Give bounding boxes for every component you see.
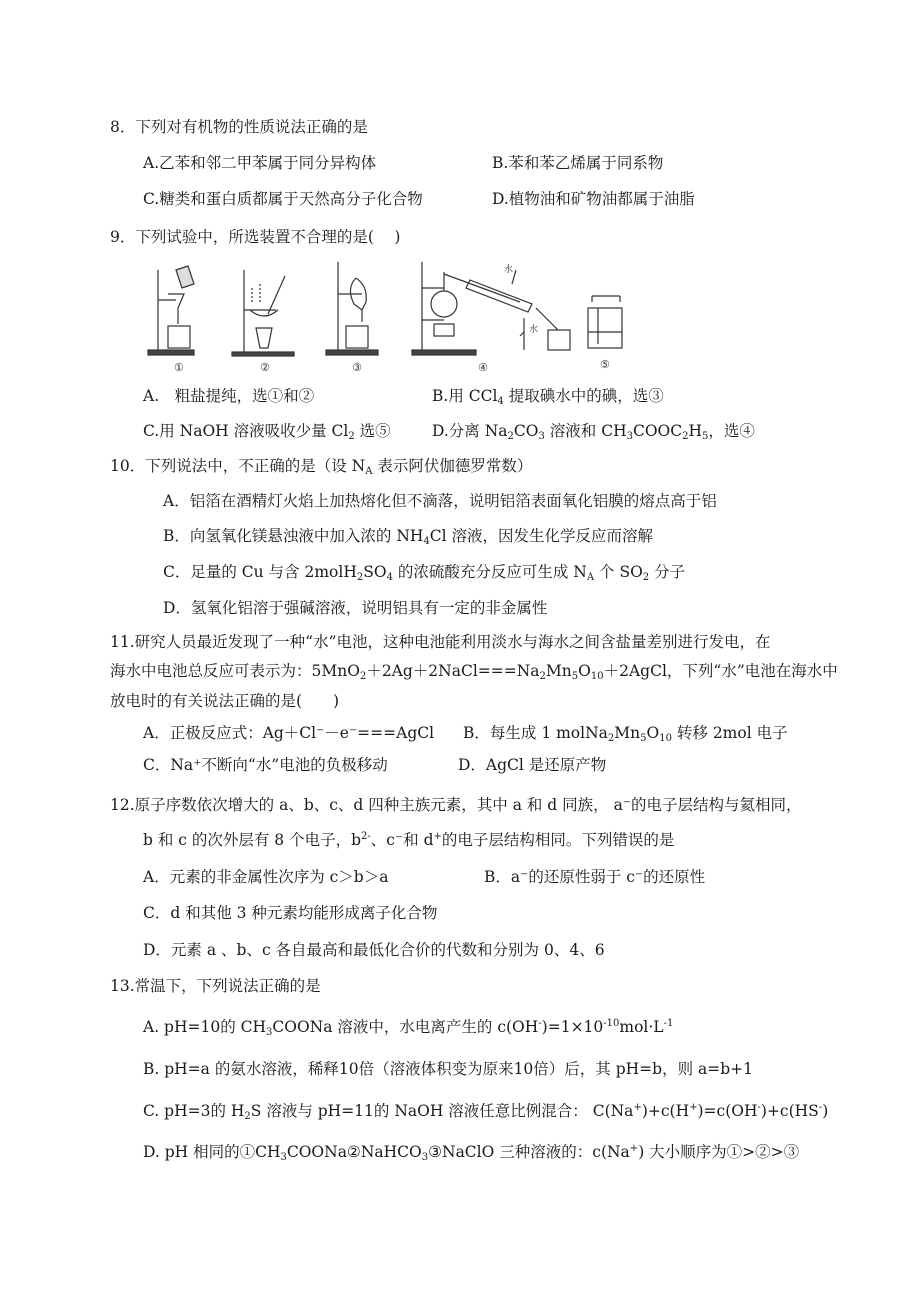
apparatus-2-evaporation <box>232 270 294 356</box>
apparatus-label-4: ④ <box>478 361 488 374</box>
q11-stem-line2: 海水中电池总反应可表示为：$5MnO_2+2Ag+2NaCl===Na_2Mn_5O_{10}+2AgCl$，下列“水”电池在海水中 <box>110 662 838 682</box>
apparatus-figure <box>140 258 640 376</box>
q13-option-a: A. pH=10的 $CH_3COONa$ 溶液中，水电离产生的 $c(OH^-)=1\times 10^{-10}mol\cdot L^{-1}$ <box>143 1018 674 1038</box>
q10-option-d: D．氢氧化铝溶于强碱溶液，说明铝具有一定的非金属性 <box>163 599 548 617</box>
apparatus-label-1: ① <box>174 361 184 374</box>
q10-stem: 10．下列说法中，不正确的是（设 $N_A$ 表示阿伏伽德罗常数） <box>110 457 533 477</box>
apparatus-3-separatory-funnel <box>326 262 378 355</box>
q11-option-c: C．Na⁺不断向“水”电池的负极移动 <box>143 756 388 774</box>
q8-option-c: C.糖类和蛋白质都属于天然高分子化合物 <box>143 190 423 208</box>
apparatus-5-gas-bottle <box>588 296 622 348</box>
q13-option-b: B. pH=a 的氨水溶液，稀释10倍（溶液体积变为原来10倍）后，其 pH=b，则 a=b+1 <box>143 1060 753 1078</box>
q8-option-a: A.乙苯和邻二甲苯属于同分异构体 <box>143 154 377 172</box>
apparatus-1-filtration <box>148 266 194 355</box>
q11-stem-line3: 放电时的有关说法正确的是( ) <box>110 692 340 710</box>
q9-option-a: A. 粗盐提纯，选①和② <box>143 387 315 405</box>
q11-option-b: B．每生成 1 $molNa_2Mn_5O_{10}$ 转移 2mol 电子 <box>463 724 788 744</box>
q9-option-c: C.用 NaOH 溶液吸收少量 $Cl_2$ 选⑤ <box>143 422 391 442</box>
apparatus-annotation-water-out: 水 <box>504 265 514 275</box>
q12-option-a: A．元素的非金属性次序为 c＞b＞a <box>143 868 389 886</box>
q11-option-d: D．AgCl 是还原产物 <box>458 756 607 774</box>
q9-option-b: B.用 CCl$_4$ 提取碘水中的碘，选③ <box>432 387 664 407</box>
q12-option-c: C．d 和其他 3 种元素均能形成离子化合物 <box>143 904 438 922</box>
q13-option-c: C. pH=3的 $H_2S$ 溶液与 pH=11的 NaOH 溶液任意比例混合： C(Na+)+c(H+)=c(OH-)+c(HS-) <box>143 1102 829 1122</box>
q8-stem: 8．下列对有机物的性质说法正确的是 <box>110 118 368 136</box>
q12-option-b: B．a⁻的还原性弱于 c⁻的还原性 <box>484 868 706 886</box>
q12-stem-line2: b 和 c 的次外层有 8 个电子，$b^{2-}$、c⁻和 d+的电子层结构相同。下列错误的是 <box>143 831 675 849</box>
apparatus-label-3: ③ <box>352 361 362 374</box>
apparatus-annotation-water-in: 水 <box>529 325 539 335</box>
q9-stem: 9．下列试验中，所选装置不合理的是( ) <box>110 228 401 246</box>
q10-option-b: B．向氢氧化镁悬浊液中加入浓的 $NH_4Cl$ 溶液，因发生化学反应而溶解 <box>163 527 654 547</box>
q11-stem-line1: 11.研究人员最近发现了一种“水”电池，这种电池能利用淡水与海水之间含盐量差别进行发电，在 <box>110 633 771 651</box>
apparatus-label-5: ⑤ <box>600 358 610 371</box>
q10-option-c: C．足量的 Cu 与含 $2molH_2SO_4$ 的浓硫酸充分反应可生成 $N_A$ 个 $SO_2$ 分子 <box>163 563 686 583</box>
q11-option-a: A．正极反应式：Ag＋Cl⁻－e⁻===AgCl <box>143 724 435 742</box>
q13-stem: 13.常温下，下列说法正确的是 <box>110 977 321 995</box>
q12-stem-line1: 12.原子序数依次增大的 a、b、c、d 四种主族元素，其中 a 和 d 同族， a⁻的电子层结构与氦相同， <box>110 796 802 814</box>
q13-option-d: D. pH 相同的$①CH_3COONa②NaHCO_3③NaClO$ 三种溶液的：c(Na+) 大小顺序为①>②>③ <box>143 1143 800 1163</box>
apparatus-label-2: ② <box>260 361 270 374</box>
q8-option-b: B.苯和苯乙烯属于同系物 <box>492 154 664 172</box>
q12-option-d: D．元素 a 、b、c 各自最高和最低化合价的代数和分别为 0、4、6 <box>143 941 605 959</box>
q10-option-a: A．铝箔在酒精灯火焰上加热熔化但不滴落，说明铝箔表面氧化铝膜的熔点高于铝 <box>163 492 717 510</box>
q8-option-d: D.植物油和矿物油都属于油脂 <box>492 190 695 208</box>
q9-option-d: D.分离 $Na_2CO_3$ 溶液和 $CH_3COOC_2H_5$，选④ <box>432 422 755 442</box>
apparatus-4-distillation <box>412 262 570 355</box>
